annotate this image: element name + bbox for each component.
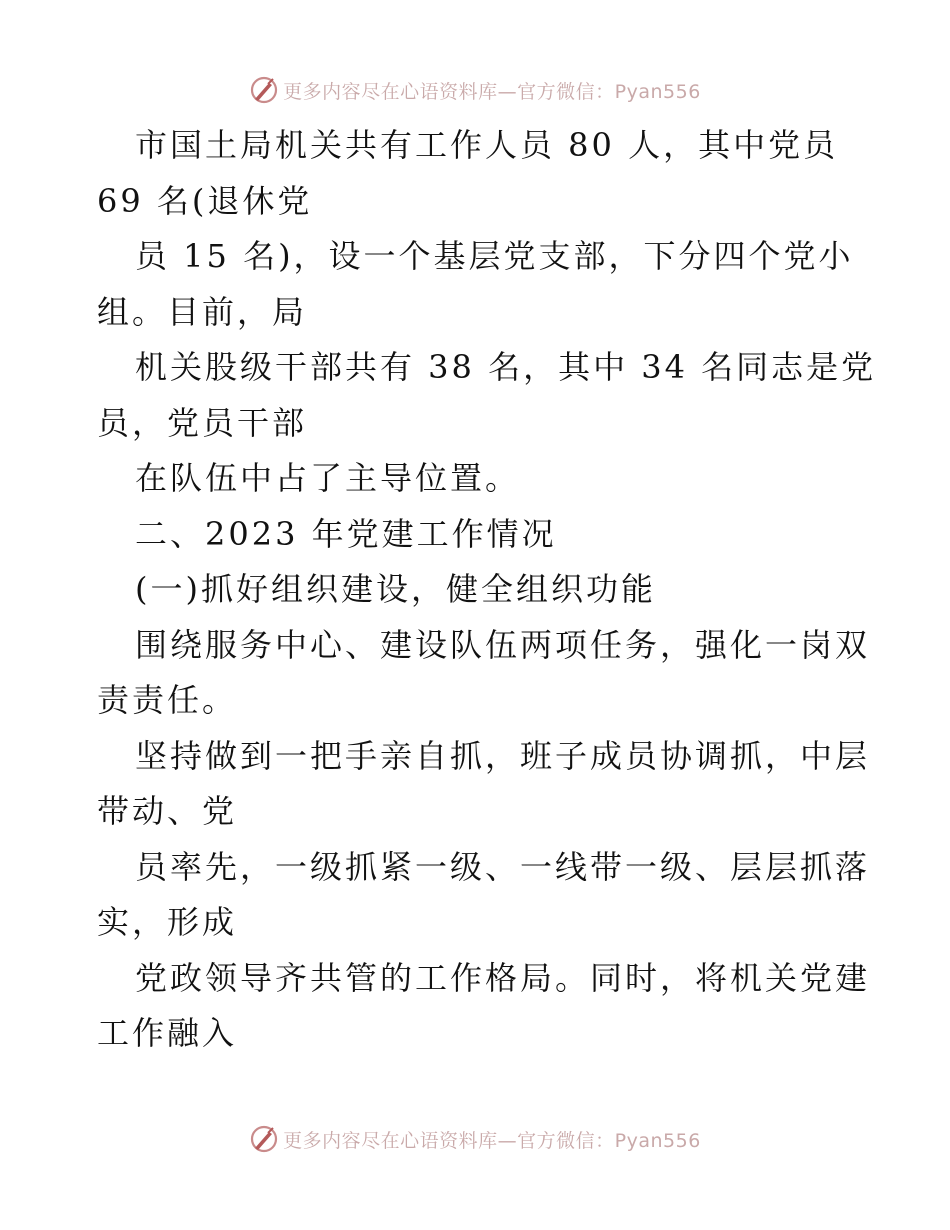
quill-circle-icon	[249, 1124, 279, 1154]
text-line: 二、2023 年党建工作情况	[135, 514, 557, 553]
footer-watermark-text: 更多内容尽在心语资料库—官方微信：Pyan556	[283, 1129, 701, 1152]
text-line: 员，党员干部	[97, 403, 308, 442]
header-watermark	[0, 72, 950, 108]
text-line: 市国土局机关共有工作人员 80 人，其中党员	[135, 126, 839, 164]
text-line: 工作融入	[97, 1014, 238, 1052]
text-line: 员率先，一级抓紧一级、一线带一级、层层抓落	[135, 847, 871, 886]
footer-watermark	[0, 1121, 950, 1157]
text-line: 坚持做到一把手亲自抓，班子成员协调抓，中层	[135, 736, 871, 775]
text-line: 69 名(退休党	[97, 181, 313, 220]
text-line: 机关股级干部共有 38 名，其中 34 名同志是党	[135, 348, 877, 386]
text-line: 责责任。	[97, 681, 238, 719]
text-line: 员 15 名)，设一个基层党支部，下分四个党小	[135, 237, 854, 275]
text-line: 围绕服务中心、建设队伍两项任务，强化一岗双	[135, 625, 871, 664]
document-body	[97, 118, 877, 1062]
header-watermark-text: 更多内容尽在心语资料库—官方微信：Pyan556	[283, 80, 701, 103]
text-line: 在队伍中占了主导位置。	[135, 459, 521, 497]
text-line: 带动、党	[97, 792, 238, 830]
quill-circle-icon	[249, 75, 279, 105]
text-line: 实，形成	[97, 903, 238, 941]
text-line: (一)抓好组织建设，健全组织功能	[135, 570, 656, 608]
text-line: 党政领导齐共管的工作格局。同时，将机关党建	[135, 958, 871, 997]
text-line: 组。目前，局	[97, 292, 308, 331]
